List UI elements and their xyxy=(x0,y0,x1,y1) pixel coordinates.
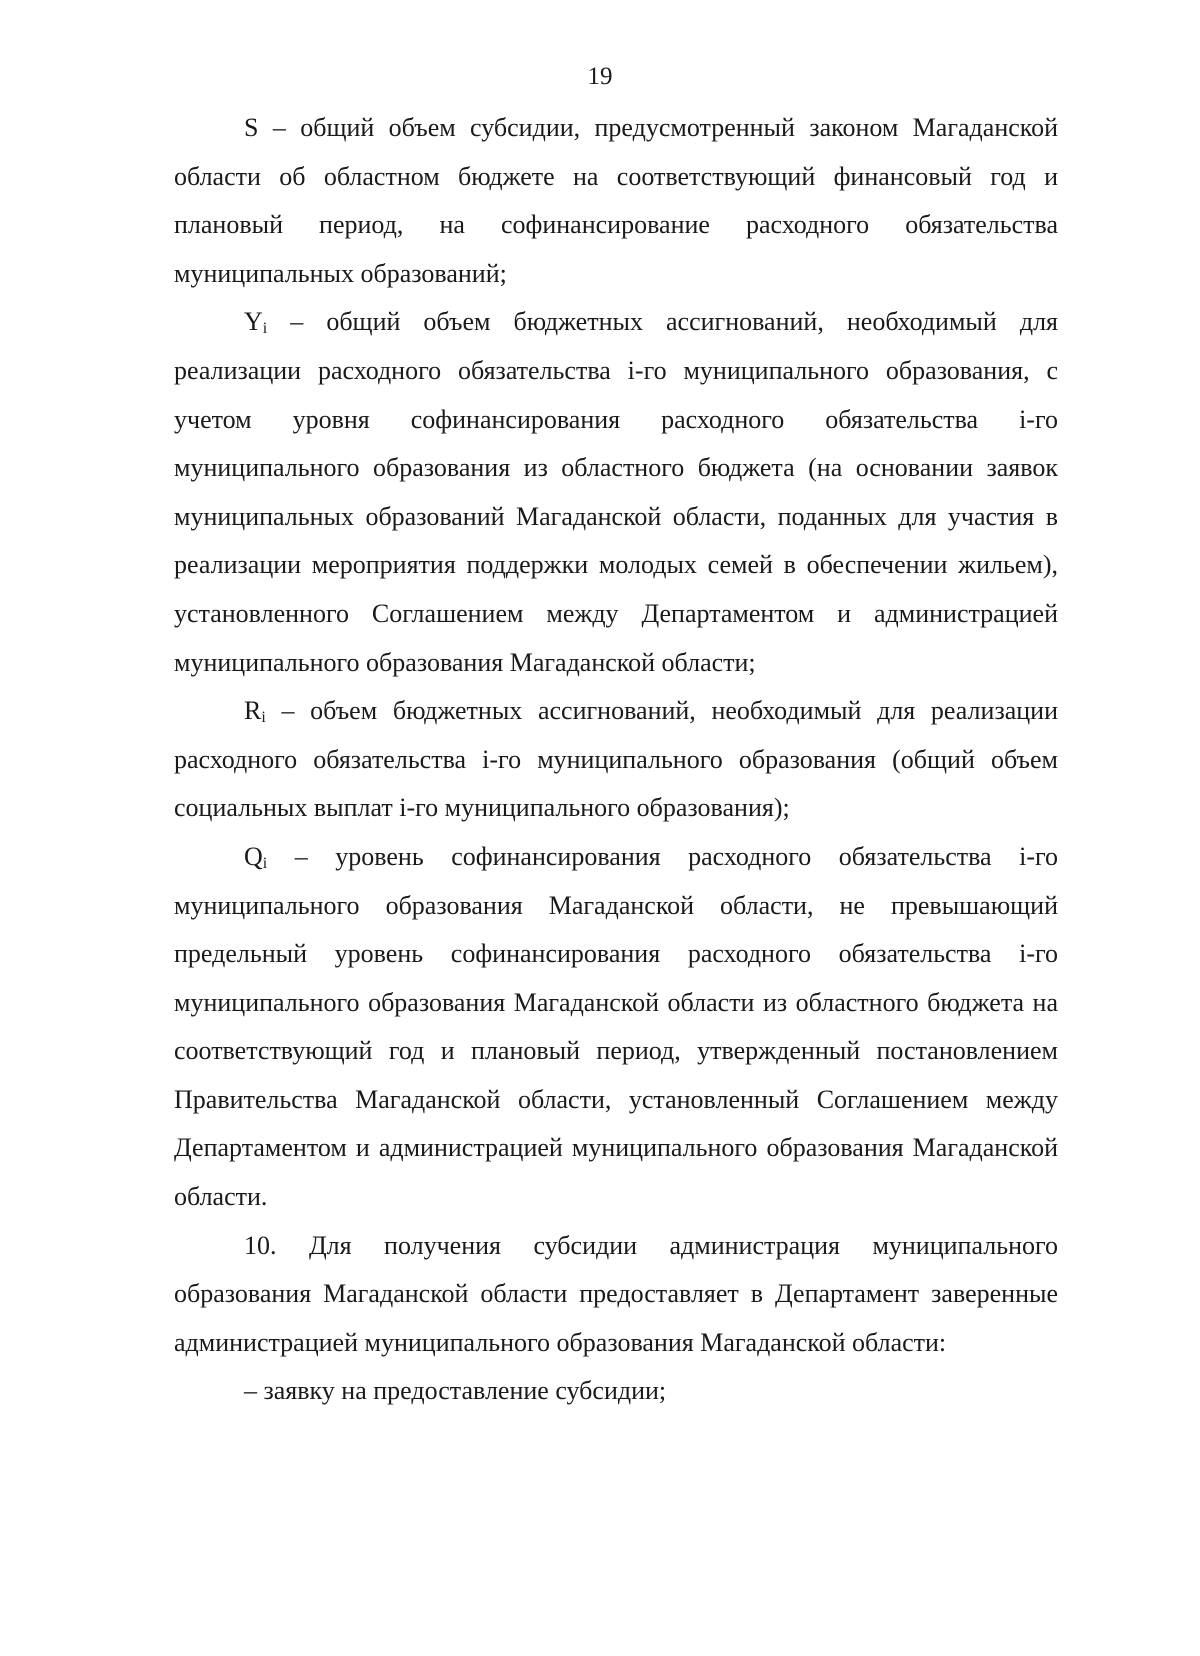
list-item-application: – заявку на предоставление субсидии; xyxy=(244,1376,667,1406)
definition-q xyxy=(174,833,1058,1222)
definition-text: – общий объем бюджетных ассигнований, необходимый для реализации расходного обязательства i-го муниципального образования, с учетом уровня софинансирования расходного обязательства i-го муниципального образования из областного бюджета (на основании заявок муниципальных образований Магаданской области, поданных для участия в реализации мероприятия поддержки молодых семей в обеспечении жильем), установленного Соглашением между Департаментом и администрацией муниципального образования Магаданской области; xyxy=(174,307,1058,677)
symbol-letter: Y xyxy=(244,307,263,337)
symbol-letter: Q xyxy=(244,841,263,871)
symbol xyxy=(244,696,266,725)
symbol-letter: R xyxy=(244,696,262,726)
document-body xyxy=(174,104,1058,1416)
definition-s xyxy=(174,104,1058,298)
symbol-subscript: i xyxy=(261,709,266,727)
symbol-subscript: i xyxy=(262,320,268,338)
definition-text: – общий объем субсидии, предусмотренный законом Магаданской области об областном бюджете на соответствующий финансовый год и плановый период, на софинансирование расходного обязательства муниципальных образований; xyxy=(174,113,1058,288)
clause-10: 10. Для получения субсидии администрация муниципального образования Магаданской области предоставляет в Департамент заверенные администрацией муниципального образования Магаданской области: xyxy=(174,1230,1058,1357)
definition-r xyxy=(174,687,1058,833)
definition-text: – объем бюджетных ассигнований, необходимый для реализации расходного обязательства i-го муниципального образования (общий объем социальных выплат i-го муниципального образования); xyxy=(174,696,1058,823)
symbol xyxy=(244,842,267,871)
symbol-subscript: i xyxy=(262,854,268,872)
symbol-letter: S xyxy=(244,113,259,142)
definition-text: – уровень софинансирования расходного обязательства i-го муниципального образования Магаданской области, не превышающий предельный уровень софинансирования расходного обязательства i-го муниципального образования Магаданской области из областного бюджета на соответствующий год и плановый период, утвержденный постановлением Правительства Магаданской области, установленный Соглашением между Департаментом и администрацией муниципального образования Магаданской области. xyxy=(174,841,1058,1212)
symbol xyxy=(244,307,267,336)
page-number: 19 xyxy=(587,63,613,90)
definition-y xyxy=(174,298,1058,687)
symbol xyxy=(244,113,258,142)
